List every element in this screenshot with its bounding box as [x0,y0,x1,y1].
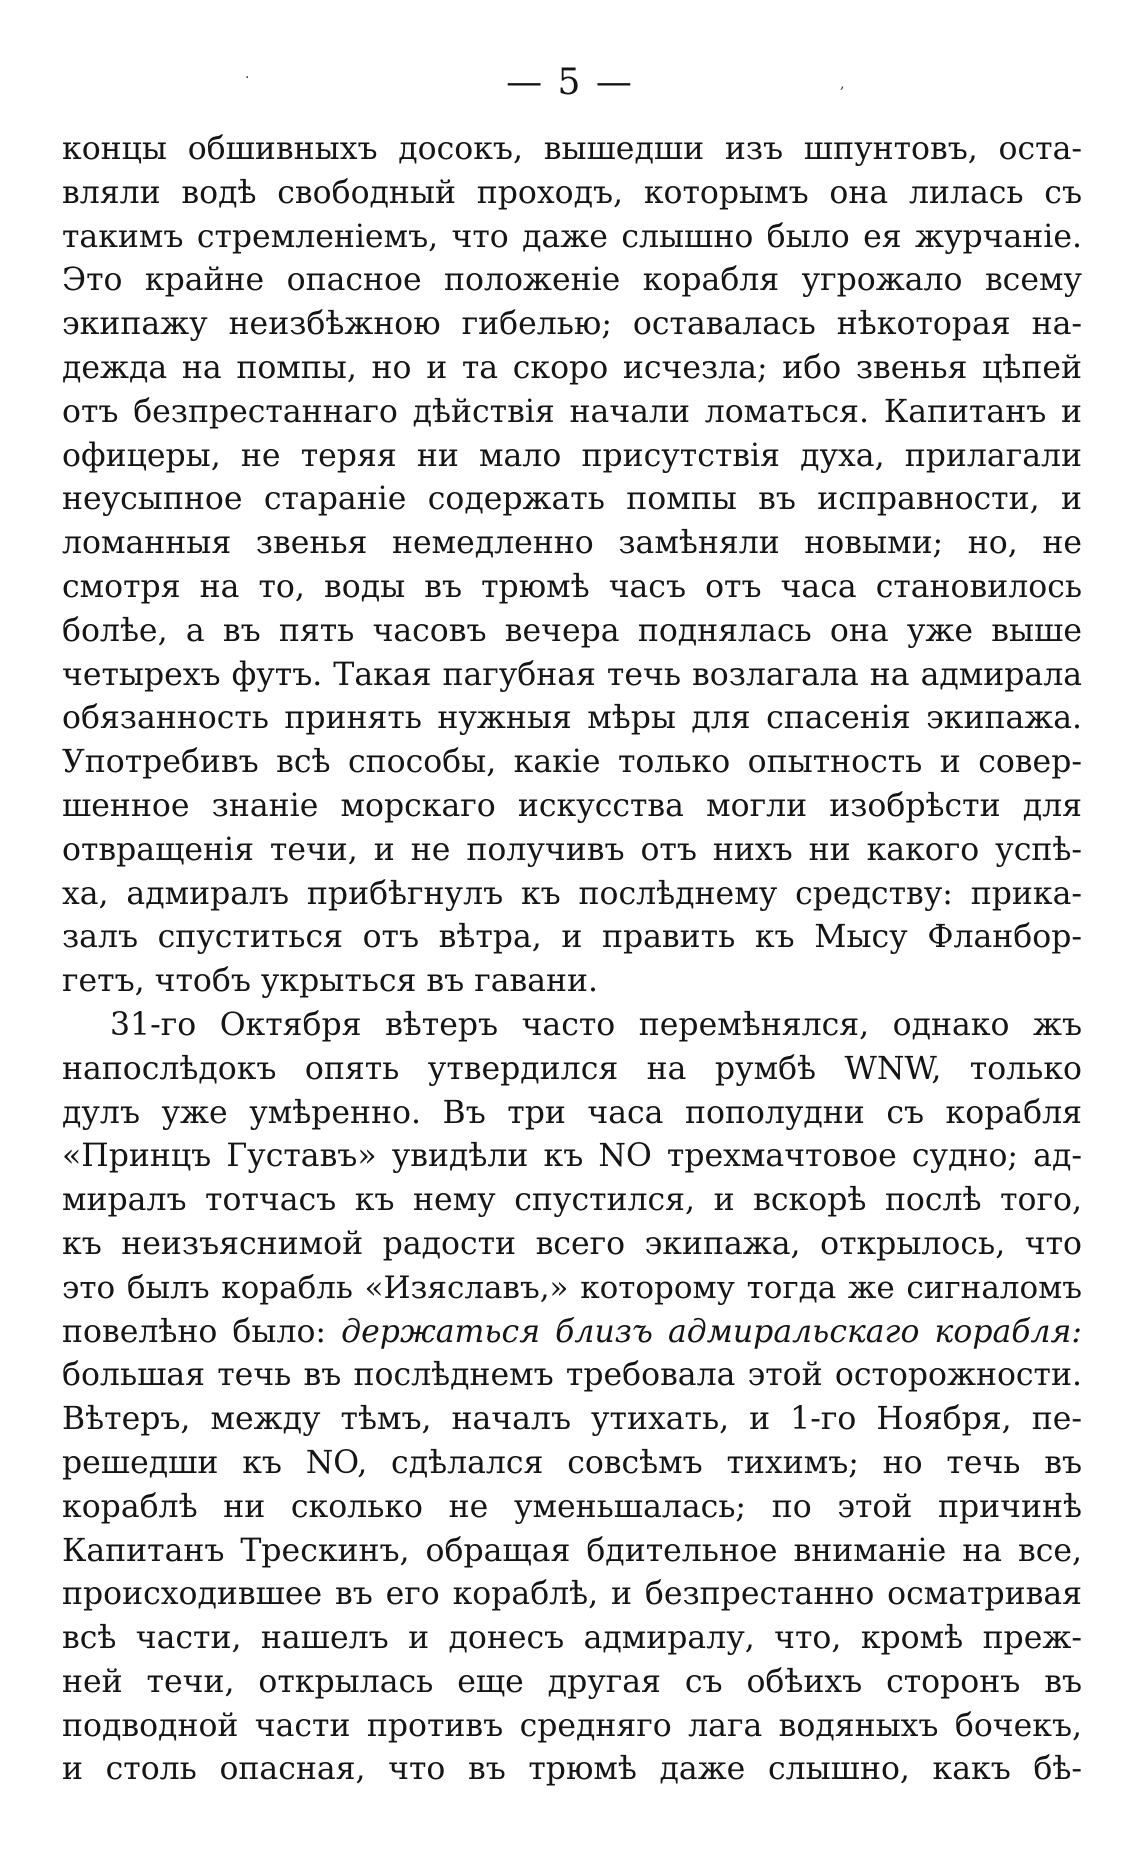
paragraph-last-line: гетъ, чтобъ укрыться въ гавани. [62,963,599,1000]
text-line: къ неизъяснимой радости всего экипажа, открылось, что [62,1225,1082,1262]
text-line: экипажу неизбѣжною гибелью; оставалась нѣкоторая на- [62,306,1082,343]
italic-emphasis: держаться близъ адмиральскаго корабля: [341,1313,1083,1350]
text-line: неусыпное стараніе содержать помпы въ исправности, и [62,481,1082,518]
body-text [62,128,1082,1792]
speck-mark: · [245,70,250,86]
text-line: смотря на то, воды въ трюмѣ часъ отъ часа становилось [62,568,1082,605]
text-line: это былъ корабль «Изяславъ,» которому тогда же сигналомъ [62,1269,1082,1306]
text-line: четырехъ футъ. Такая пагубная течь возлагала на адмирала [62,656,1082,693]
text-line: шенное знаніе морскаго искусства могли изобрѣсти для [62,787,1082,824]
text-line: кораблѣ ни сколько не уменьшалась; по этой причинѣ [62,1488,1082,1525]
text-line: и столь опасная, что въ трюмѣ даже слышно, какъ бѣ- [62,1751,1082,1788]
text-line: залъ спуститься отъ вѣтра, и править къ Мысу Фланбор- [62,919,1082,956]
text-line: всѣ части, нашелъ и донесъ адмиралу, что, кромѣ преж- [62,1620,1082,1657]
text-line: напослѣдокъ опять утвердился на румбѣ WNW, только [62,1050,1082,1087]
text-line: ней течи, открылась еще другая съ обѣихъ сторонъ въ [62,1663,1082,1700]
text-line-with-emphasis [62,1311,1082,1355]
text-line: дежда на помпы, но и та скоро исчезла; ибо звенья цѣпей [62,349,1082,386]
text-line: дулъ уже умѣренно. Въ три часа пополудни съ корабля [62,1094,1082,1131]
text-line: ха, адмиралъ прибѣгнулъ къ послѣднему средству: прика- [62,875,1082,912]
text-line: решедши къ NO, сдѣлался совсѣмъ тихимъ; но течь въ [62,1444,1082,1481]
text-line: отъ безпрестаннаго дѣйствія начали ломаться. Капитанъ и [62,393,1082,430]
text-line: миралъ тотчасъ къ нему спустился, и вскорѣ послѣ того, [62,1182,1082,1219]
speck-mark: , [840,76,845,92]
page-number: — 5 — [506,62,634,103]
text-line: большая течь въ послѣднемъ требовала этой осторожности. [62,1357,1082,1394]
text-line: Это крайне опасное положеніе корабля угрожало всему [62,262,1082,299]
text-line: ломанныя звенья немедленно замѣняли новыми; но, не [62,525,1082,562]
text-line: «Принцъ Густавъ» увидѣли къ NO трехмачтовое судно; ад- [62,1138,1082,1175]
text-line: концы обшивныхъ досокъ, вышедши изъ шпунтовъ, оста- [62,131,1082,167]
text-line: болѣе, а въ пять часовъ вечера поднялась она уже выше [62,612,1082,649]
text-line: обязанность принять нужныя мѣры для спасенія экипажа. [62,700,1082,737]
paragraph-first-line: 31-го Октября вѣтеръ часто перемѣнялся, однако жъ [110,1006,1082,1043]
text-line: Вѣтеръ, между тѣмъ, началъ утихать, и 1-го Ноября, пе- [62,1401,1082,1438]
text-line: отвращенія течи, и не получивъ отъ нихъ ни какого успѣ- [62,831,1082,868]
text-line: вляли водѣ свободный проходъ, которымъ она лилась съ [62,174,1082,211]
text-line: Капитанъ Трескинъ, обращая бдительное вниманіе на все, [62,1532,1082,1569]
text-line: офицеры, не теряя ни мало присутствія духа, прилагали [62,437,1082,474]
text-line: подводной части противъ средняго лага водяныхъ бочекъ, [62,1707,1082,1744]
text-line: происходившее въ его кораблѣ, и безпрестанно осматривая [62,1576,1082,1613]
text-fragment: повелѣно было: [62,1313,327,1350]
text-line: Употребивъ всѣ способы, какіе только опытность и совер- [62,744,1082,781]
text-line: такимъ стремленіемъ, что даже слышно было ея журчаніе. [62,218,1082,255]
